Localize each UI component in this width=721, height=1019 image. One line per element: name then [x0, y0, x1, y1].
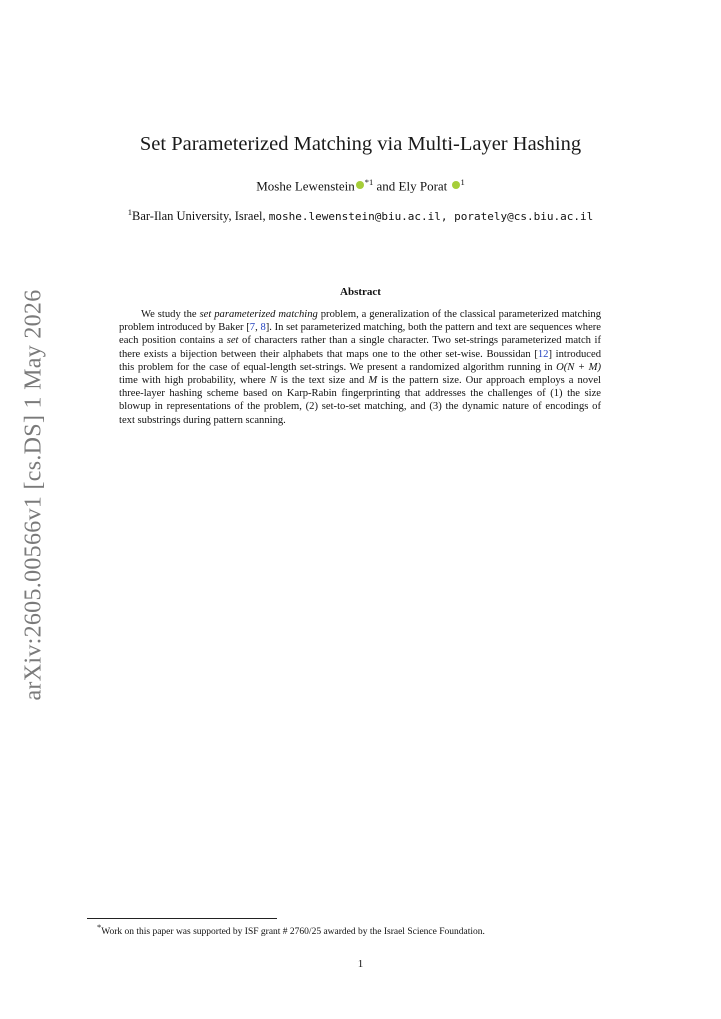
paper-title: Set Parameterized Matching via Multi-Layer Hashing	[139, 133, 582, 155]
abstract-text: of characters rather than a single character. Two set-strings parameterized match if there exists a bijection between their alphabets that maps one to the other set-wise. Boussidan [	[119, 335, 601, 360]
citation-link[interactable]: 12	[537, 348, 549, 360]
footnote-mark: *	[97, 922, 102, 932]
abstract-body	[119, 308, 601, 427]
abstract-emphasis: set	[226, 335, 239, 347]
affiliation-line	[0, 207, 721, 224]
footnote-text: Work on this paper was supported by ISF grant # 2760/25 awarded by the Israel Science Foundation.	[101, 927, 485, 938]
affiliation-superscript: 1	[127, 207, 132, 217]
abstract-text: ,	[255, 322, 261, 334]
abstract-text: problem, a generalization of the classical parameterized matching problem introduced by Baker [	[119, 309, 601, 334]
author-connector: and	[376, 178, 396, 194]
abstract-text: ] introduced this problem for the case of equal-length set-strings. We present a randomized algorithm running in	[119, 348, 601, 373]
citation-link[interactable]: 7	[249, 322, 256, 334]
abstract-text: ]. In set parameterized matching, both the pattern and text are sequences where each position contains a	[119, 322, 601, 347]
arxiv-side-stamp: arXiv:2605.00566v1 [cs.DS] 1 May 2026	[20, 289, 47, 701]
page-number: 1	[357, 958, 364, 970]
author-superscript: 1	[460, 177, 465, 187]
abstract-text: is the pattern size. Our approach employs a novel three-layer hashing scheme based on Karp-Rabin fingerprinting that addresses the challenges of (1) the size blowup in representations of the problem, (2) set-to-set matching, and (3) the dynamic nature of encodings of text substrings during pattern scanning.	[119, 375, 601, 426]
author-superscript: *1	[364, 177, 374, 187]
orcid-icon[interactable]	[452, 181, 460, 189]
author-line	[0, 177, 721, 194]
author-name[interactable]: Moshe Lewenstein	[256, 178, 355, 194]
author-name[interactable]: Ely Porat	[398, 178, 448, 194]
orcid-icon[interactable]	[356, 181, 364, 189]
math-expression: N	[269, 375, 277, 387]
math-expression: M	[368, 375, 378, 387]
abstract-heading: Abstract	[340, 286, 381, 298]
abstract-text: time with high probability, where	[119, 375, 270, 387]
citation-link[interactable]: 8	[260, 322, 266, 334]
abstract-emphasis: set parameterized matching	[199, 309, 318, 320]
footnote-rule	[87, 918, 277, 919]
affiliation-text: Bar-Ilan University, Israel,	[131, 209, 266, 224]
author-emails[interactable]: moshe.lewenstein@biu.ac.il, porately@cs.biu.ac.il	[268, 210, 594, 224]
abstract-text: is the text size and	[276, 375, 369, 387]
math-expression: O(N + M)	[556, 361, 601, 373]
abstract-text: We study the	[141, 309, 200, 320]
footnote	[97, 922, 657, 937]
